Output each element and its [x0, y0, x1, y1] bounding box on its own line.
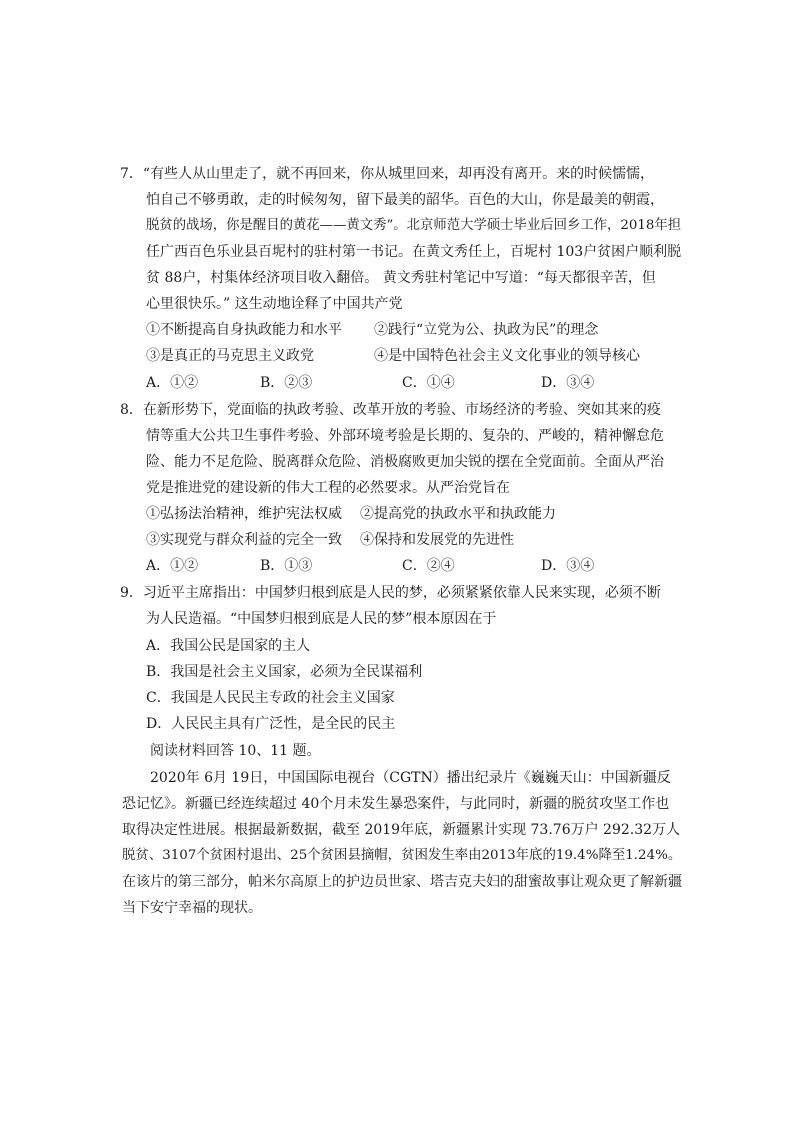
reading-line: 取得决定性进展。根据最新数据，截至 2019年底，新疆累计实现 73.76万户 292.32万人 — [122, 822, 681, 838]
q7-line: 7．“有些人从山里走了，就不再回来，你从城里回来，却再没有离开。来的时候懦懦， — [120, 166, 655, 182]
q8-line: 情等重大公共卫生事件考验、外部环境考验是长期的、复杂的、严峻的，精神懈怠危 — [146, 428, 664, 444]
q9-choice-b: B．我国是社会主义国家，必须为全民谋福利 — [146, 664, 423, 680]
q8-item-3: ③实现党与群众利益的完全一致 — [146, 532, 342, 548]
q9-choice-a: A．我国公民是国家的主人 — [146, 638, 311, 654]
q8-item-4: ④保持和发展党的先进性 — [360, 532, 514, 548]
q7-choice-b: B．②③ — [260, 375, 313, 391]
q9-line: 9．习近平主席指出：中国梦归根到底是人民的梦，必须紧紧依靠人民来实现，必须不断 — [120, 585, 661, 601]
reading-line: 在该片的第三部分，帕米尔高原上的护边员世家、塔吉克夫妇的甜蜜故事让观众更了解新疆 — [122, 874, 682, 890]
q8-item-2: ②提高党的执政水平和执政能力 — [360, 506, 556, 522]
q7-choice-a: A．①② — [146, 375, 199, 391]
reading-line: 2020年 6月 19日，中国国际电视台（CGTN）播出纪录片《巍巍天山：中国新疆反 — [150, 770, 671, 786]
q7-choice-d: D．③④ — [541, 375, 595, 391]
q8-choice-c: C．②④ — [402, 558, 455, 574]
q9-line: 为人民造福。“中国梦归根到底是人民的梦”根本原因在于 — [146, 611, 497, 627]
q8-line: 险、能力不足危险、脱离群众危险、消极腐败更加尖锐的摆在全党面前。全面从严治 — [146, 454, 664, 470]
q7-choice-c: C．①④ — [402, 375, 455, 391]
reading-line: 恐记忆》。新疆已经连续超过 40个月未发生暴恐案件，与此同时，新疆的脱贫攻坚工作也 — [122, 796, 670, 812]
q7-line: 心里很快乐。” 这生动地诠释了中国共产党 — [146, 296, 403, 312]
q8-choice-a: A．①② — [146, 558, 199, 574]
q7-item-2: ②践行“立党为公、执政为民”的理念 — [374, 322, 599, 338]
q8-line: 党是推进党的建设新的伟大工程的必然要求。从严治党旨在 — [146, 480, 510, 496]
q8-choice-b: B．①③ — [260, 558, 313, 574]
q7-line: 怕自己不够勇敢，走的时候匆匆，留下最美的韶华。百色的大山，你是最美的朝霞， — [146, 192, 664, 208]
q8-choice-d: D．③④ — [541, 558, 595, 574]
q8-item-1: ①弘扬法治精神，维护宪法权威 — [146, 506, 342, 522]
reading-line: 脱贫、3107个贫困村退出、25个贫困县摘帽，贫困发生率由2013年底的19.4%降至1.24%。 — [122, 848, 682, 863]
reading-line: 当下安宁幸福的现状。 — [122, 900, 262, 916]
reading-intro: 阅读材料回答 10、11 题。 — [150, 743, 321, 759]
q7-item-1: ①不断提高自身执政能力和水平 — [146, 322, 342, 338]
q9-choice-c: C．我国是人民民主专政的社会主义国家 — [146, 690, 395, 706]
q7-line: 贫 88户，村集体经济项目收入翻倍。 黄文秀驻村笔记中写道：“每天都很辛苦，但 — [146, 270, 656, 286]
q9-choice-d: D．人民民主具有广泛性，是全民的民主 — [146, 716, 396, 732]
q7-line: 任广西百色乐业县百坭村的驻村第一书记。在黄文秀任上，百坭村 103户贫困户顺利脱 — [146, 244, 682, 260]
q7-item-4: ④是中国特色社会主义文化事业的领导核心 — [374, 348, 640, 364]
q7-item-3: ③是真正的马克思主义政党 — [146, 348, 314, 364]
q8-line: 8．在新形势下，党面临的执政考验、改革开放的考验、市场经济的考验、突如其来的疫 — [120, 402, 661, 418]
q7-line: 脱贫的战场，你是醒目的黄花——黄文秀”。北京师范大学硕士毕业后回乡工作，2018年担 — [146, 218, 682, 233]
